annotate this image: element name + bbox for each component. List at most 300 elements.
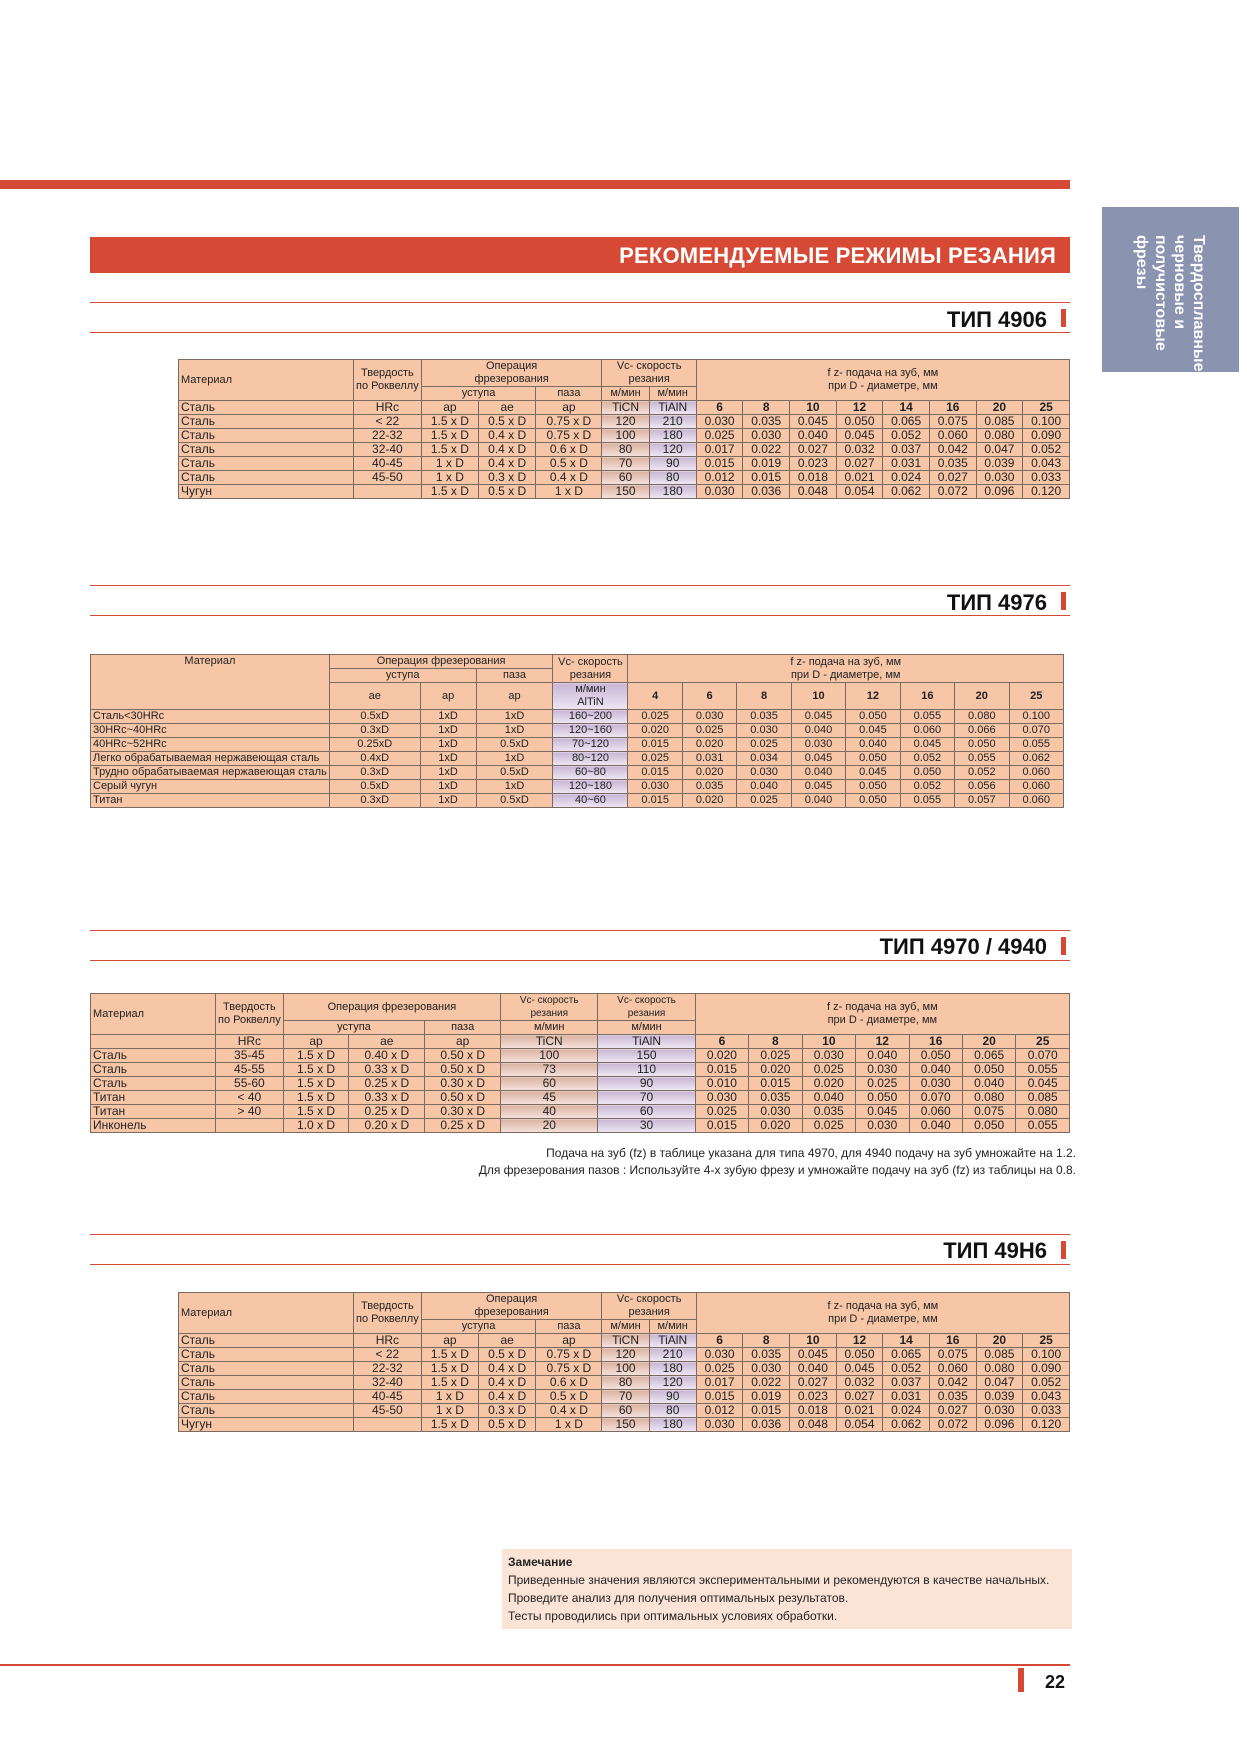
header-paza: паза	[425, 1021, 501, 1035]
value-cell: 0.022	[743, 1376, 790, 1390]
value-cell: 0.027	[929, 471, 976, 485]
value-cell: 0.031	[883, 457, 930, 471]
diameter-cell: 8	[749, 1035, 802, 1049]
cell: ap	[536, 1334, 602, 1348]
table-row	[179, 1376, 1070, 1390]
value-cell: 0.060	[909, 1105, 962, 1119]
cell	[91, 1035, 216, 1049]
remark-title: Замечание	[508, 1555, 573, 1569]
value-cell: 0.100	[1009, 710, 1063, 724]
header-operation: Операция фрезерования	[421, 360, 602, 387]
value-cell: 120	[649, 1376, 696, 1390]
header-mmin: м/мин	[649, 1320, 696, 1334]
table-row	[179, 1362, 1070, 1376]
value-cell: 0.080	[976, 1362, 1023, 1376]
value-cell: 0.4 x D	[479, 457, 536, 471]
value-cell: 1xD	[476, 710, 553, 724]
header-operation: Операция фрезерования	[421, 1293, 602, 1320]
value-cell: 0.027	[836, 1390, 883, 1404]
value-cell: 55-60	[216, 1077, 284, 1091]
value-cell: 0.065	[962, 1049, 1015, 1063]
cell: ap	[476, 683, 553, 710]
value-cell: 0.020	[628, 724, 682, 738]
value-cell: 0.020	[749, 1063, 802, 1077]
diameter-cell: 20	[976, 1334, 1023, 1348]
side-tab-line: фрезы	[1133, 235, 1150, 290]
remark-line: Проведите анализ для получения оптимальных результатов.	[508, 1591, 849, 1605]
value-cell: 0.055	[1009, 738, 1063, 752]
value-cell: 0.5 x D	[536, 457, 602, 471]
value-cell: 0.052	[1023, 1376, 1070, 1390]
header-vc: Vc- скорость резания	[602, 360, 696, 387]
header-hardness: Твердость по Роквеллу	[354, 360, 422, 401]
value-cell: 1.0 x D	[283, 1119, 349, 1133]
value-cell: 0.020	[682, 738, 736, 752]
section-divider	[90, 302, 1070, 303]
value-cell: 60	[501, 1077, 598, 1091]
diameter-cell: 25	[1023, 401, 1070, 415]
table-row	[179, 1404, 1070, 1418]
value-cell: 0.055	[955, 752, 1009, 766]
diameter-cell: 20	[976, 401, 1023, 415]
value-cell: 0.042	[929, 443, 976, 457]
value-cell: 0.033	[1023, 471, 1070, 485]
cutting-table-4906	[178, 359, 1070, 499]
cell: TiCN	[602, 401, 649, 415]
value-cell: 0.037	[883, 443, 930, 457]
value-cell: 0.050	[909, 1049, 962, 1063]
diameter-cell: 16	[909, 1035, 962, 1049]
value-cell: 0.047	[976, 1376, 1023, 1390]
value-cell: 0.039	[976, 1390, 1023, 1404]
value-cell: 0.025	[628, 752, 682, 766]
section-type-label: ТИП 4976	[946, 590, 1047, 615]
material-cell: Инконель	[91, 1119, 216, 1133]
table-row	[179, 443, 1070, 457]
value-cell: 0.4xD	[329, 752, 420, 766]
value-cell: 0.045	[791, 780, 845, 794]
value-cell: 100	[602, 1362, 649, 1376]
value-cell: 0.048	[790, 1418, 837, 1432]
header-fz: f z- подача на зуб, мм при D - диаметре, мм	[696, 1293, 1069, 1334]
value-cell: 40	[501, 1105, 598, 1119]
value-cell: 73	[501, 1063, 598, 1077]
side-tab-line: черновые и	[1171, 235, 1188, 330]
value-cell: 1.5 x D	[421, 1362, 478, 1376]
table-row	[91, 1063, 1070, 1077]
value-cell: 40-45	[354, 457, 422, 471]
value-cell: 0.085	[976, 415, 1023, 429]
value-cell: 0.4 x D	[536, 471, 602, 485]
value-cell: 0.015	[628, 766, 682, 780]
value-cell: 0.035	[743, 1348, 790, 1362]
value-cell: 0.030	[737, 766, 791, 780]
table-row	[91, 1119, 1070, 1133]
header-ustupa: уступа	[421, 387, 536, 401]
value-cell: 0.060	[1009, 780, 1063, 794]
value-cell: 0.5 x D	[536, 1390, 602, 1404]
value-cell	[354, 1418, 422, 1432]
value-cell: 1xD	[476, 780, 553, 794]
value-cell: 22-32	[354, 1362, 422, 1376]
material-cell: Сталь	[91, 1077, 216, 1091]
section-divider	[90, 930, 1070, 931]
value-cell: 0.045	[790, 1348, 837, 1362]
table-row	[91, 1091, 1070, 1105]
value-cell: 0.025	[802, 1119, 855, 1133]
value-cell: 0.027	[929, 1404, 976, 1418]
table-row	[91, 738, 1064, 752]
value-cell: 0.025	[682, 724, 736, 738]
value-cell: 0.045	[790, 415, 837, 429]
value-cell: 0.5 x D	[479, 1348, 536, 1362]
value-cell: 1 x D	[421, 457, 478, 471]
value-cell: 0.25xD	[329, 738, 420, 752]
value-cell: 0.4 x D	[479, 1390, 536, 1404]
value-cell: 0.040	[802, 1091, 855, 1105]
value-cell: 0.023	[790, 457, 837, 471]
value-cell: 0.50 x D	[425, 1091, 501, 1105]
value-cell: 0.024	[883, 471, 930, 485]
table-row	[91, 1077, 1070, 1091]
cell: TiAlN	[649, 401, 696, 415]
value-cell: 0.030	[695, 1091, 748, 1105]
material-cell: Сталь	[91, 1063, 216, 1077]
page-number: 22	[1045, 1672, 1066, 1692]
value-cell: 0.050	[846, 752, 900, 766]
value-cell: 0.096	[976, 1418, 1023, 1432]
section-divider	[90, 1234, 1070, 1235]
value-cell: 0.025	[856, 1077, 909, 1091]
table-row	[179, 1348, 1070, 1362]
header-ustupa: уступа	[329, 669, 476, 683]
value-cell: 0.75 x D	[536, 415, 602, 429]
diameter-cell: 6	[695, 1035, 748, 1049]
value-cell: 0.5xD	[329, 780, 420, 794]
table-row	[91, 752, 1064, 766]
value-cell: 0.045	[836, 429, 883, 443]
value-cell: 1xD	[420, 710, 476, 724]
material-cell: Сталь	[179, 1348, 354, 1362]
type-marker	[1061, 937, 1066, 955]
header-fz: f z- подача на зуб, мм при D - диаметре, мм	[696, 360, 1069, 401]
value-cell: 0.056	[955, 780, 1009, 794]
header-vc: Vc- скорость резания	[602, 1293, 696, 1320]
section-divider	[90, 585, 1070, 586]
value-cell: 0.040	[909, 1063, 962, 1077]
value-cell: 110	[598, 1063, 695, 1077]
value-cell: 0.25 x D	[349, 1105, 425, 1119]
section-divider	[90, 332, 1070, 333]
value-cell: 0.015	[696, 1390, 743, 1404]
value-cell: 0.030	[976, 471, 1023, 485]
value-cell: 0.030	[802, 1049, 855, 1063]
diameter-cell: 12	[836, 401, 883, 415]
value-cell: 0.045	[900, 738, 954, 752]
cell: ae	[479, 1334, 536, 1348]
value-cell: 0.33 x D	[349, 1091, 425, 1105]
value-cell: 0.048	[790, 485, 837, 499]
value-cell: 1.5 x D	[421, 1376, 478, 1390]
side-tab-text	[1132, 235, 1208, 395]
value-cell: 0.017	[696, 443, 743, 457]
diameter-cell: 12	[836, 1334, 883, 1348]
material-cell: Чугун	[179, 1418, 354, 1432]
value-cell: 0.4 x D	[536, 1404, 602, 1418]
value-cell: < 22	[354, 1348, 422, 1362]
material-cell: Сталь	[179, 429, 354, 443]
value-cell: > 40	[216, 1105, 284, 1119]
diameter-cell: 25	[1016, 1035, 1070, 1049]
value-cell: 0.50 x D	[425, 1049, 501, 1063]
diameter-cell: 25	[1023, 1334, 1070, 1348]
value-cell: 0.040	[909, 1119, 962, 1133]
value-cell: 0.030	[737, 724, 791, 738]
note-line: Для фрезерования пазов : Используйте 4-х зубую фрезу и умножайте подачу на зуб (fz) из таблицы на 0.8.	[478, 1163, 1076, 1177]
side-tab-line: Твердосплавные	[1190, 235, 1207, 372]
value-cell: 0.025	[749, 1049, 802, 1063]
value-cell: 0.4 x D	[479, 1376, 536, 1390]
value-cell: 0.080	[1016, 1105, 1070, 1119]
section-type-label: ТИП 4906	[946, 307, 1047, 332]
value-cell: 0.4 x D	[479, 443, 536, 457]
material-cell: Титан	[91, 1105, 216, 1119]
value-cell: 45-50	[354, 1404, 422, 1418]
header-vc: Vc- скорость резания	[501, 994, 598, 1021]
value-cell	[354, 485, 422, 499]
value-cell: 0.022	[743, 443, 790, 457]
value-cell: 180	[649, 429, 696, 443]
value-cell: 60	[602, 471, 649, 485]
main-title-bar	[90, 237, 1070, 273]
value-cell: 0.025	[802, 1063, 855, 1077]
value-cell: 1.5 x D	[283, 1105, 349, 1119]
value-cell: 0.045	[791, 752, 845, 766]
value-cell: 70	[598, 1091, 695, 1105]
value-cell: 120	[602, 1348, 649, 1362]
cell: ae	[329, 683, 420, 710]
value-cell: 0.030	[856, 1119, 909, 1133]
value-cell: 0.070	[1016, 1049, 1070, 1063]
side-section-tab	[1102, 207, 1239, 372]
value-cell: 0.021	[836, 1404, 883, 1418]
value-cell: 0.052	[900, 752, 954, 766]
section-type-label: ТИП 4970 / 4940	[879, 934, 1047, 959]
cell: TiAlN	[598, 1035, 695, 1049]
header-paza: паза	[476, 669, 553, 683]
value-cell: 0.030	[856, 1063, 909, 1077]
value-cell: 90	[649, 457, 696, 471]
value-cell: 0.030	[696, 1348, 743, 1362]
value-cell: 0.085	[976, 1348, 1023, 1362]
table-row	[91, 794, 1064, 808]
value-cell: 1.5 x D	[421, 429, 478, 443]
header-hardness: Твердость по Роквеллу	[354, 1293, 422, 1334]
value-cell: 0.045	[846, 724, 900, 738]
remark-line: Тесты проводились при оптимальных условиях обработки.	[508, 1609, 838, 1623]
value-cell: 0.021	[836, 471, 883, 485]
value-cell: 90	[598, 1077, 695, 1091]
value-cell: 0.040	[791, 766, 845, 780]
value-cell: 0.096	[976, 485, 1023, 499]
cell: ap	[536, 401, 602, 415]
value-cell: < 22	[354, 415, 422, 429]
value-cell: 0.075	[929, 1348, 976, 1362]
cutting-table-4976	[90, 654, 1064, 808]
value-cell: 1 x D	[536, 485, 602, 499]
material-cell: Титан	[91, 1091, 216, 1105]
value-cell: 0.054	[836, 485, 883, 499]
value-cell	[216, 1119, 284, 1133]
type-marker	[1061, 309, 1066, 327]
value-cell: 0.5xD	[476, 766, 553, 780]
value-cell: 0.035	[682, 780, 736, 794]
value-cell: 0.5 x D	[479, 415, 536, 429]
material-cell: Сталь	[179, 1362, 354, 1376]
material-cell: Сталь	[179, 457, 354, 471]
header-mmin: м/мин	[602, 387, 649, 401]
value-cell: 1xD	[420, 724, 476, 738]
value-cell: 0.40 x D	[349, 1049, 425, 1063]
value-cell: 0.085	[1016, 1091, 1070, 1105]
value-cell: 210	[649, 415, 696, 429]
value-cell: 0.047	[976, 443, 1023, 457]
diameter-cell: 12	[856, 1035, 909, 1049]
value-cell: 0.120	[1023, 1418, 1070, 1432]
cell: Сталь	[179, 1334, 354, 1348]
value-cell: 0.020	[749, 1119, 802, 1133]
value-cell: 0.030	[976, 1404, 1023, 1418]
value-cell: 0.039	[976, 457, 1023, 471]
value-cell: 0.045	[791, 710, 845, 724]
value-cell: 150	[598, 1049, 695, 1063]
value-cell: 0.015	[695, 1063, 748, 1077]
note-line: Подача на зуб (fz) в таблице указана для типа 4970, для 4940 подачу на зуб умножайте на 1.2.	[546, 1146, 1076, 1160]
cell: Сталь	[179, 401, 354, 415]
value-cell: 0.040	[791, 794, 845, 808]
table-row	[91, 1049, 1070, 1063]
value-cell: 1 x D	[536, 1418, 602, 1432]
cell: TiAlN	[649, 1334, 696, 1348]
value-cell: 80	[649, 1404, 696, 1418]
value-cell: 0.5xD	[476, 794, 553, 808]
table-row	[91, 766, 1064, 780]
value-cell: 0.052	[883, 1362, 930, 1376]
value-cell: 0.012	[696, 1404, 743, 1418]
header-mmin: м/мин	[598, 1021, 695, 1035]
diameter-cell: 25	[1009, 683, 1063, 710]
value-cell: 120	[649, 443, 696, 457]
value-cell: 0.30 x D	[425, 1077, 501, 1091]
material-cell: Сталь	[179, 1390, 354, 1404]
value-cell: 180	[649, 1362, 696, 1376]
value-cell: 0.055	[900, 710, 954, 724]
cell: ap	[420, 683, 476, 710]
value-cell: 1.5 x D	[421, 485, 478, 499]
value-cell: 0.015	[743, 1404, 790, 1418]
diameter-cell: 10	[790, 401, 837, 415]
diameter-cell: 12	[846, 683, 900, 710]
header-vc: Vc- скорость резания	[598, 994, 695, 1021]
value-cell: 0.065	[883, 415, 930, 429]
value-cell: 70	[602, 1390, 649, 1404]
value-cell: 0.031	[682, 752, 736, 766]
value-cell: 0.018	[790, 1404, 837, 1418]
table-row	[179, 1390, 1070, 1404]
value-cell: 0.032	[836, 1376, 883, 1390]
material-cell: Сталь	[179, 471, 354, 485]
cell: ap	[421, 1334, 478, 1348]
value-cell: 1xD	[420, 752, 476, 766]
value-cell: 0.075	[962, 1105, 1015, 1119]
value-cell: 60	[598, 1105, 695, 1119]
table-note	[479, 1145, 1076, 1179]
value-cell: 0.060	[900, 724, 954, 738]
value-cell: 0.070	[1009, 724, 1063, 738]
value-cell: 1xD	[476, 724, 553, 738]
value-cell: 0.035	[743, 415, 790, 429]
value-cell: 0.010	[695, 1077, 748, 1091]
value-cell: 1 x D	[421, 1404, 478, 1418]
header-operation: Операция фрезерования	[283, 994, 500, 1021]
value-cell: 0.030	[743, 1362, 790, 1376]
value-cell: 0.043	[1023, 1390, 1070, 1404]
value-cell: 0.030	[696, 415, 743, 429]
value-cell: 0.030	[791, 738, 845, 752]
value-cell: 0.070	[909, 1091, 962, 1105]
section-divider	[90, 1264, 1070, 1265]
value-cell: 0.060	[929, 1362, 976, 1376]
value-cell: 0.027	[836, 457, 883, 471]
value-cell: 0.75 x D	[536, 429, 602, 443]
value-cell: 45-50	[354, 471, 422, 485]
value-cell: 0.040	[790, 1362, 837, 1376]
cell: ap	[283, 1035, 349, 1049]
value-cell: 0.025	[695, 1105, 748, 1119]
value-cell: 0.20 x D	[349, 1119, 425, 1133]
value-cell: 0.062	[883, 1418, 930, 1432]
material-cell: Сталь	[179, 1404, 354, 1418]
value-cell: 150	[602, 485, 649, 499]
cell: TiCN	[501, 1035, 598, 1049]
header-paza: паза	[536, 387, 602, 401]
value-cell: 0.080	[962, 1091, 1015, 1105]
value-cell: 0.072	[929, 1418, 976, 1432]
value-cell: 0.030	[743, 429, 790, 443]
material-cell: Легко обрабатываемая нержавеющая сталь	[91, 752, 330, 766]
value-cell: 0.062	[883, 485, 930, 499]
value-cell: 0.015	[695, 1119, 748, 1133]
value-cell: 0.025	[737, 738, 791, 752]
section-divider	[90, 615, 1070, 616]
value-cell: 0.027	[790, 1376, 837, 1390]
header-material: Материал	[91, 994, 216, 1035]
table-row	[179, 1418, 1070, 1432]
diameter-cell: 8	[743, 401, 790, 415]
value-cell: 0.090	[1023, 429, 1070, 443]
value-cell: 210	[649, 1348, 696, 1362]
value-cell: 1xD	[420, 794, 476, 808]
value-cell: 0.015	[749, 1077, 802, 1091]
value-cell: 32-40	[354, 443, 422, 457]
cell: ap	[425, 1035, 501, 1049]
value-cell: 0.035	[737, 710, 791, 724]
material-cell: Сталь	[179, 443, 354, 457]
diameter-cell: 4	[628, 683, 682, 710]
value-cell: 0.030	[696, 1418, 743, 1432]
value-cell: 30	[598, 1119, 695, 1133]
header-mmin: м/мин	[602, 1320, 649, 1334]
